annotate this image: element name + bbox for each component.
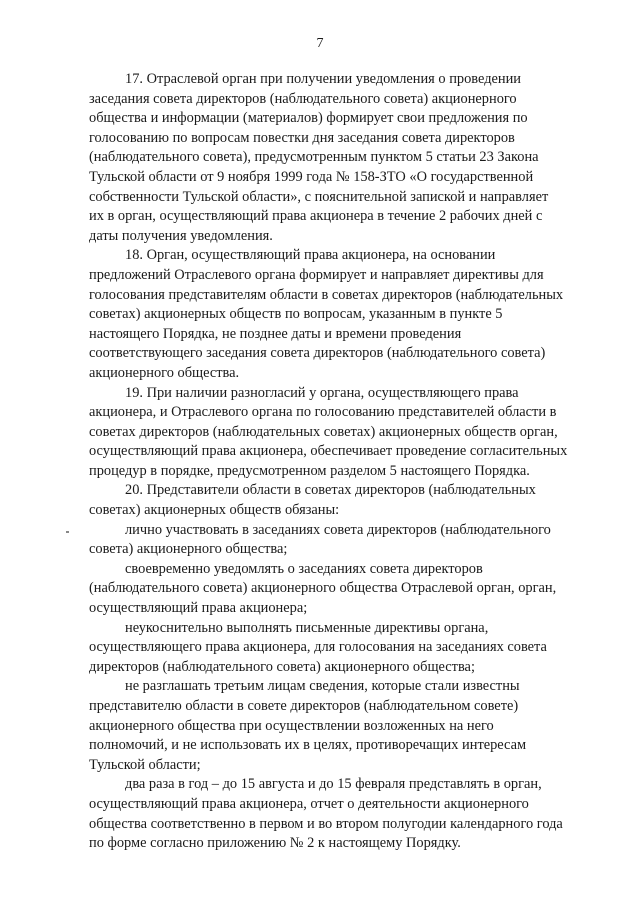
document-body <box>89 70 597 854</box>
duty-report: два раза в год – до 15 августа и до 15 февраля представлять в орган, осуществляющий права акционера, отчет о деятельности акционерного общества соответственно в первом и во втором полугодии календарного года по форме согласно приложению № 2 к настоящему Порядку. <box>89 776 563 852</box>
paragraph-17: 17. Отраслевой орган при получении уведомления о проведении заседания совета директоров (наблюдательного совета) акционерного общества и информации (материалов) формирует свои предложения по голосованию по вопросам повестки дня заседания совета директоров (наблюдательного совета), предусмотренным пунктом 5 статьи 23 Закона Тульской области от 9 ноября 1999 года № 158-ЗТО «О государственной собственности Тульской области», с пояснительной запиской и направляет их в орган, осуществляющий права акционера в течение 2 рабочих дней с даты получения уведомления. <box>89 71 549 244</box>
duty-follow-directives: неукоснительно выполнять письменные директивы органа, осуществляющего права акционера, для голосования на заседаниях совета директоров (наблюдательного совета) акционерного общества; <box>89 619 547 675</box>
paragraph-20: 20. Представители области в советах директоров (наблюдательных советах) акционерных обществ обязаны: <box>89 482 536 519</box>
duty-attend-meetings: лично участвовать в заседаниях совета директоров (наблюдательного совета) акционерного общества; <box>89 521 551 558</box>
duty-notify-meetings: своевременно уведомлять о заседаниях совета директоров (наблюдательного совета) акционерного общества Отраслевой орган, орган, осуществляющий права акционера; <box>89 560 557 617</box>
scan-artifact <box>66 531 69 533</box>
duty-nondisclosure: не разглашать третьим лицам сведения, которые стали известны представителю области в совете директоров (наблюдательном совете) акционерного общества при осуществлении возложенных на него полномочий, и не использовать их в целях, противоречащих интересам Тульской области; <box>89 678 527 773</box>
paragraph-19: 19. При наличии разногласий у органа, осуществляющего права акционера, и Отраслевого органа по голосованию представителей области в советах директоров (наблюдательных советах) акционерных обществ орган, осуществляющий права акционера, обеспечивает проведение согласительных процедур в порядке, предусмотренном разделом 5 настоящего Порядка. <box>89 384 568 479</box>
page-number: 7 <box>316 36 324 51</box>
paragraph-18: 18. Орган, осуществляющий права акционера, на основании предложений Отраслевого органа формирует и направляет директивы для голосования представителям области в советах директоров (наблюдательных советах) акционерных обществ по вопросам, указанным в пункте 5 настоящего Порядка, не позднее даты и времени проведения соответствующего заседания совета директоров (наблюдательного совета) акционерного общества. <box>89 247 564 381</box>
